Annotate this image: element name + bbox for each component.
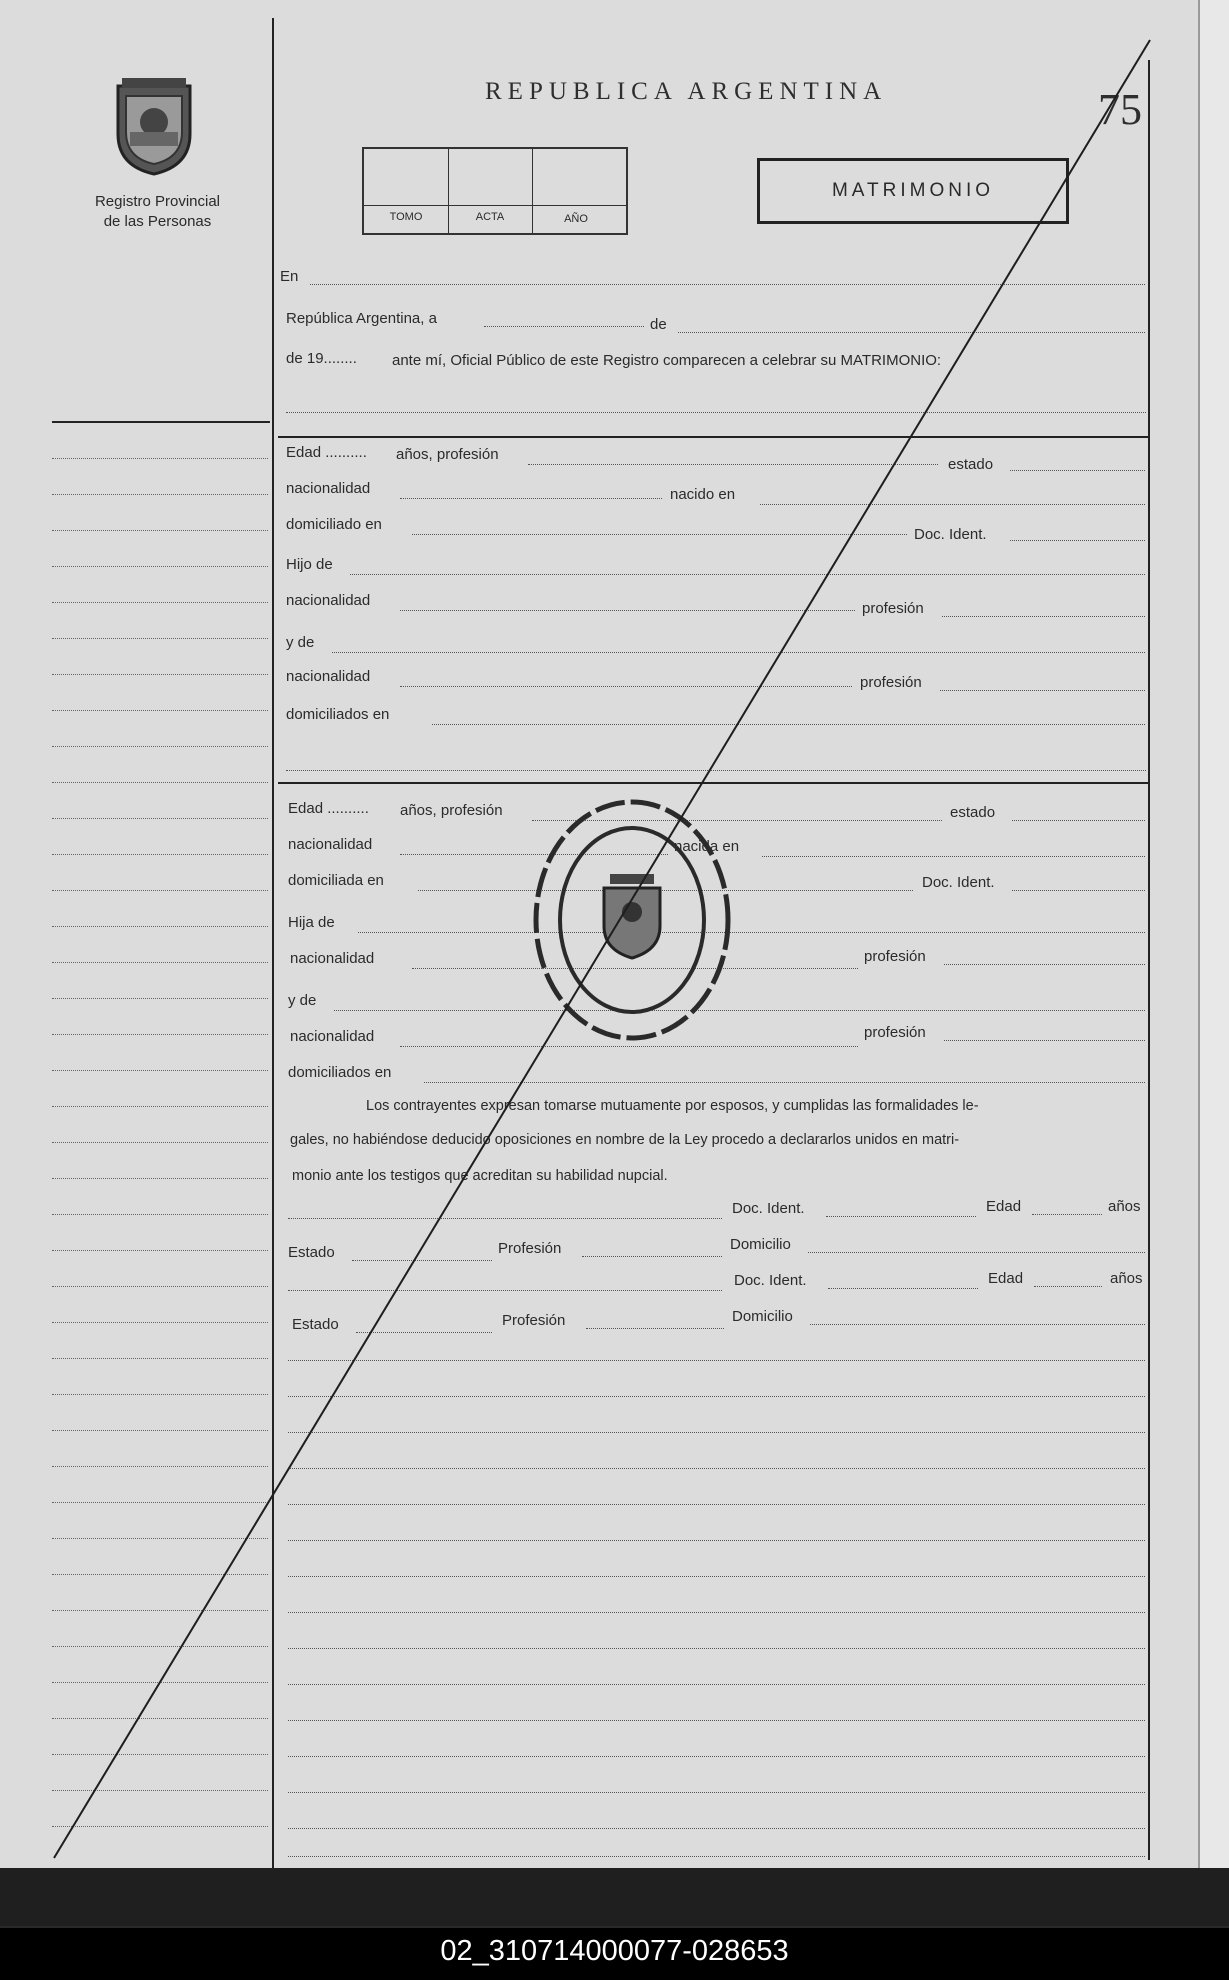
bride-edad: Edad ..........	[288, 800, 369, 817]
witness-1-anos: años	[1108, 1198, 1141, 1215]
groom-domiciliados: domiciliados en	[286, 706, 390, 723]
declaration-line-3: monio ante los testigos que acreditan su habilidad nupcial.	[292, 1168, 668, 1184]
witness-2-domicilio: Domicilio	[732, 1308, 793, 1325]
groom-domiciliado: domiciliado en	[286, 516, 382, 533]
groom-hijo-de: Hijo de	[286, 556, 333, 573]
bride-doc-ident: Doc. Ident.	[922, 874, 995, 891]
country-title: REPUBLICA ARGENTINA	[485, 78, 888, 105]
ante-text: ante mí, Oficial Público de este Registro comparecen a celebrar su MATRIMONIO:	[392, 352, 942, 369]
bride-mother-nac: nacionalidad	[290, 1028, 375, 1045]
groom-y-de: y de	[286, 634, 315, 651]
registry-line-2: de las Personas	[103, 213, 212, 230]
witness-2-doc: Doc. Ident.	[734, 1272, 807, 1289]
bride-mother-prof: profesión	[864, 1024, 926, 1041]
groom-nacionalidad: nacionalidad	[286, 480, 371, 497]
scan-bottom-strip	[0, 1868, 1229, 1926]
groom-nacido-en: nacido en	[670, 486, 736, 503]
bride-y-de: y de	[288, 992, 317, 1009]
bride-anos-profesion: años, profesión	[400, 802, 503, 819]
bride-father-nac: nacionalidad	[290, 950, 375, 967]
groom-father-prof: profesión	[862, 600, 924, 617]
bride-hija-de: Hija de	[288, 914, 335, 931]
groom-edad: Edad ..........	[286, 444, 367, 461]
witness-2-edad: Edad	[988, 1270, 1024, 1287]
groom-doc-ident: Doc. Ident.	[914, 526, 987, 543]
bride-domiciliada: domiciliada en	[288, 872, 384, 889]
act-type-box: MATRIMONIO	[757, 158, 1069, 224]
bride-domiciliados: domiciliados en	[288, 1064, 392, 1081]
bride-nacida-en: nacida en	[674, 838, 740, 855]
declaration-line-1: Los contrayentes expresan tomarse mutuamente por esposos, y cumplidas las formalidades le-	[366, 1098, 979, 1114]
de-label: de	[650, 316, 667, 333]
en-label: En	[280, 268, 299, 285]
bride-estado: estado	[950, 804, 996, 821]
republica-label: República Argentina, a	[286, 310, 437, 327]
groom-anos-profesion: años, profesión	[396, 446, 499, 463]
declaration-line-2: gales, no habiéndose deducido oposiciones en nombre de la Ley procedo a declararlos unidos en matri-	[290, 1132, 960, 1148]
witness-1-doc: Doc. Ident.	[732, 1200, 805, 1217]
registry-line-1: Registro Provincial	[94, 193, 221, 210]
groom-estado: estado	[948, 456, 994, 473]
tomo-label: TOMO	[389, 211, 423, 223]
witness-1-profesion: Profesión	[498, 1240, 562, 1257]
witness-1-domicilio: Domicilio	[730, 1236, 791, 1253]
bride-nacionalidad: nacionalidad	[288, 836, 373, 853]
witness-2-profesion: Profesión	[502, 1312, 566, 1329]
image-caption: 02_310714000077-028653	[0, 1928, 1229, 1980]
groom-mother-nac: nacionalidad	[286, 668, 371, 685]
witness-1-edad: Edad	[986, 1198, 1022, 1215]
groom-mother-prof: profesión	[860, 674, 922, 691]
witness-2-estado: Estado	[292, 1316, 339, 1333]
page-number: 75	[1098, 85, 1142, 134]
year-label: de 19........	[286, 350, 357, 367]
groom-father-nac: nacionalidad	[286, 592, 371, 609]
ano-label: AÑO	[564, 213, 588, 225]
witness-2-anos: años	[1110, 1270, 1143, 1287]
witness-1-estado: Estado	[288, 1244, 335, 1261]
bride-father-prof: profesión	[864, 948, 926, 965]
acta-label: ACTA	[475, 211, 505, 223]
